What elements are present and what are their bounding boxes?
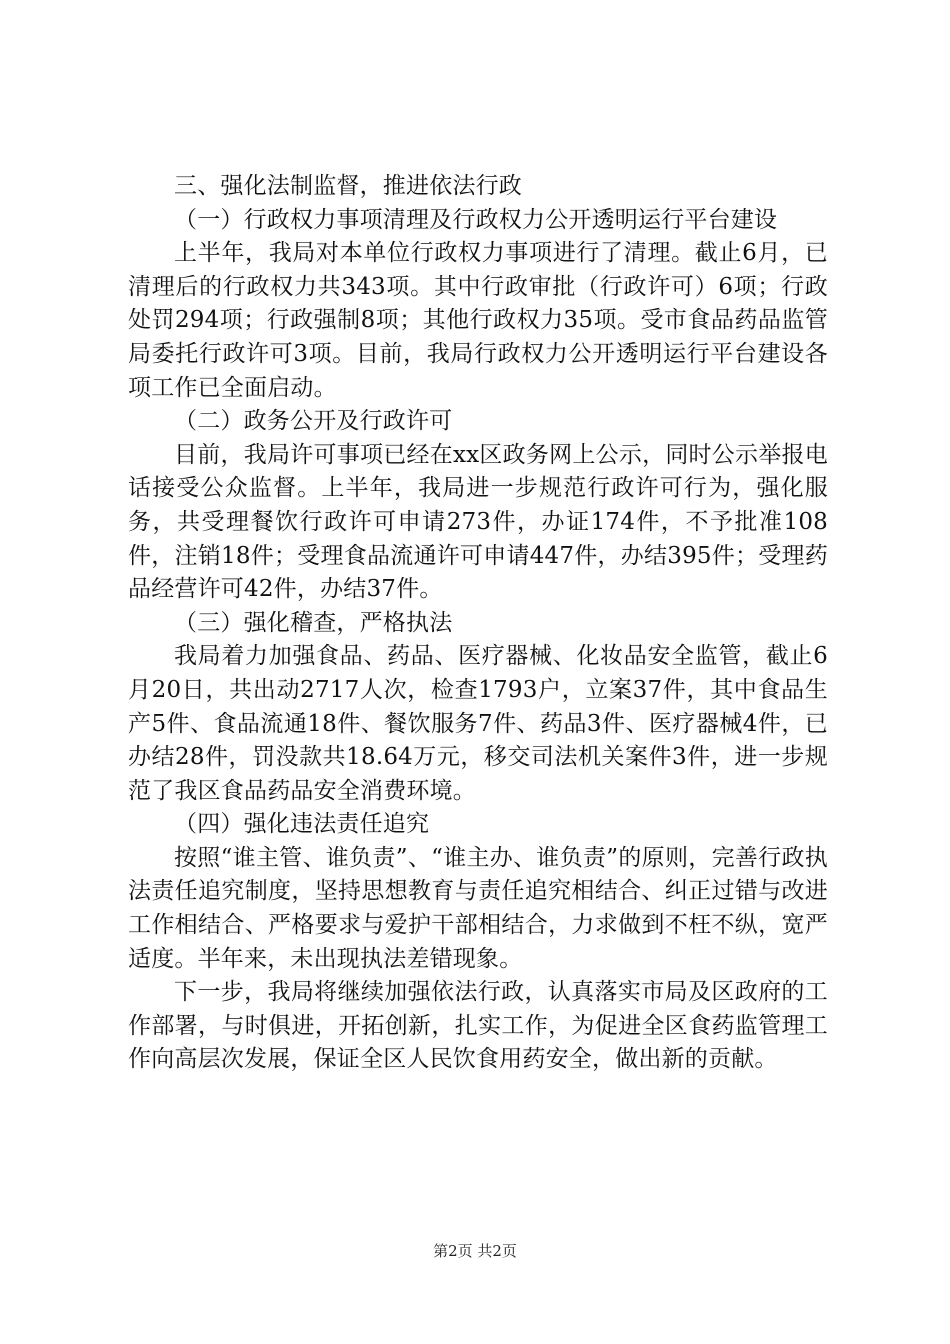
subsection-heading-4: （四）强化违法责任追究 [174,811,430,838]
paragraph-2: 目前，我局许可事项已经在xx区政务网上公示，同时公示举报电话接受公众监督。上半年，我局进一步规范行政许可行为，强化服务，共受理餐饮行政许可申请273件，办证174件，不予批准108件，注销18件；受理食品流通许可申请447件，办结395件；受理药品经营许可42件，办结37件。 [128,441,828,603]
paragraph-4: 按照“谁主管、谁负责”、“谁主办、谁负责”的原则，完善行政执法责任追究制度，坚持思想教育与责任追究相结合、纠正过错与改进工作相结合、严格要求与爱护干部相结合，力求做到不枉不纵，宽严适度。半年来，未出现执法差错现象。 [128,844,828,972]
subsection-heading-2: （二）政务公开及行政许可 [174,408,453,435]
subsection-heading-3: （三）强化稽查，严格执法 [174,609,453,636]
section-heading: 三、强化法制监督，推进依法行政 [174,173,522,199]
document-body [128,170,828,1077]
subsection-heading-1: （一）行政权力事项清理及行政权力公开透明运行平台建设 [174,206,778,233]
paragraph-1: 上半年，我局对本单位行政权力事项进行了清理。截止6月，已清理后的行政权力共343项。其中行政审批（行政许可）6项；行政处罚294项；行政强制8项；其他行政权力35项。受市食品药品监管局委托行政许可3项。目前，我局行政权力公开透明运行平台建设各项工作已全面启动。 [128,240,828,401]
paragraph-5: 下一步，我局将继续加强依法行政，认真落实市局及区政府的工作部署，与时俱进，开拓创新，扎实工作，为促进全区食药监管理工作向高层次发展，保证全区人民饮食用药安全，做出新的贡献。 [128,979,828,1073]
paragraph-3: 我局着力加强食品、药品、医疗器械、化妆品安全监管，截止6月20日，共出动2717人次，检查1793户，立案37件，其中食品生产5件、食品流通18件、餐饮服务7件、药品3件、医疗器械4件，已办结28件，罚没款共18.64万元，移交司法机关案件3件，进一步规范了我区食品药品安全消费环境。 [128,643,828,804]
page-footer: 第2页 共2页 [433,1242,517,1260]
